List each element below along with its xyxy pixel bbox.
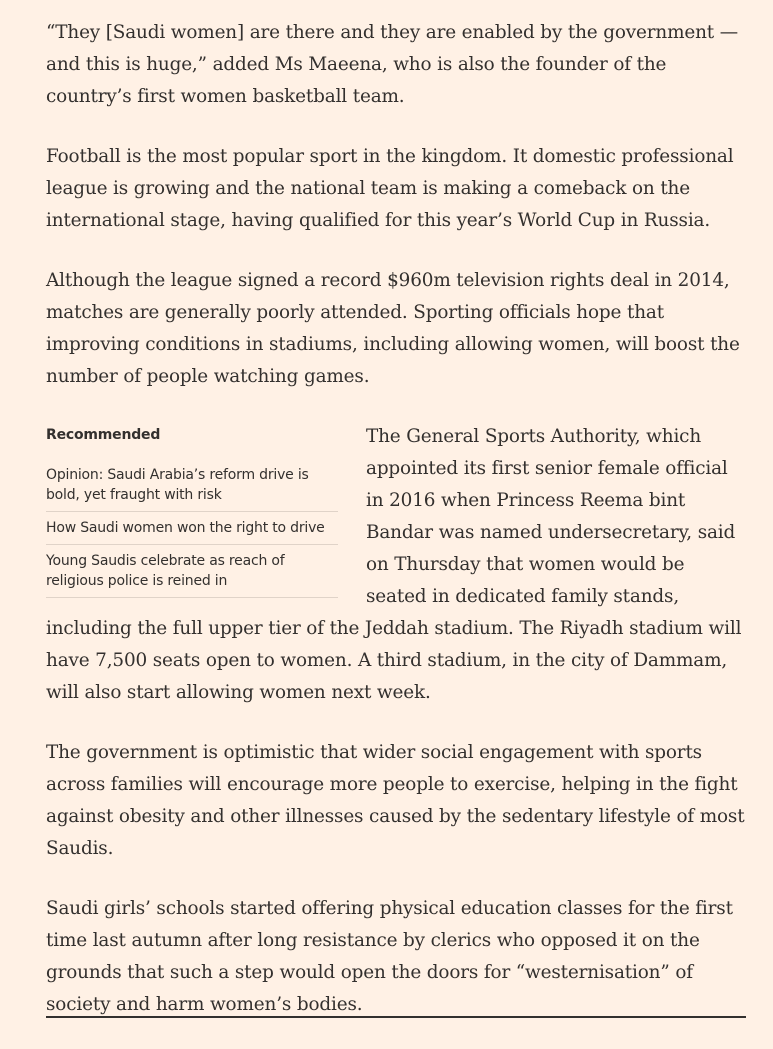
article-paragraph: Football is the most popular sport in the kingdom. It domestic professional league is growing and the national team is making a comeback on the international stage, having qualified for this year’s World Cup in Russia. [46,146,734,231]
recommended-link-religious-police[interactable]: Young Saudis celebrate as reach of religious police is reined in [46,553,285,589]
section-divider [46,1016,746,1018]
recommended-heading: Recommended [46,427,161,443]
recommended-link-women-drive[interactable]: How Saudi women won the right to drive [46,520,325,536]
article-paragraph: The government is optimistic that wider social engagement with sports across families will encourage more people to exercise, helping in the fight against obesity and other illnesses caused by the sedentary lifestyle of most Saudis. [46,742,745,859]
article-body [46,17,746,1049]
article-paragraph: “They [Saudi women] are there and they are enabled by the government — and this is huge,” added Ms Maeena, who is also the founder of the country’s first women basketball team. [46,22,738,107]
article-paragraph: Although the league signed a record $960m television rights deal in 2014, matches are generally poorly attended. Sporting officials hope that improving conditions in stadiums, including allowing women, will boost the number of people watching games. [46,270,740,387]
article-paragraph: Saudi girls’ schools started offering physical education classes for the first time last autumn after long resistance by clerics who opposed it on the grounds that such a step would open the doors for “westernisation” of society and harm women’s bodies. [46,898,733,1015]
article-paragraph: The General Sports Authority, which appointed its first senior female official in 2016 when Princess Reema bint Bandar was named undersecretary, said on Thursday that women would be seated in dedicated family stands, including the full upper tier of the Jeddah stadium. The Riyadh stadium will have 7,500 seats open to women. A third stadium, in the city of Dammam, will also start allowing women next week. [46,426,742,703]
recommended-item [46,545,338,598]
recommended-item [46,465,338,512]
recommended-item [46,512,338,545]
recommended-link-reform-drive[interactable]: Opinion: Saudi Arabia’s reform drive is bold, yet fraught with risk [46,467,309,503]
recommended-list [46,465,338,598]
recommended-box [46,425,338,598]
